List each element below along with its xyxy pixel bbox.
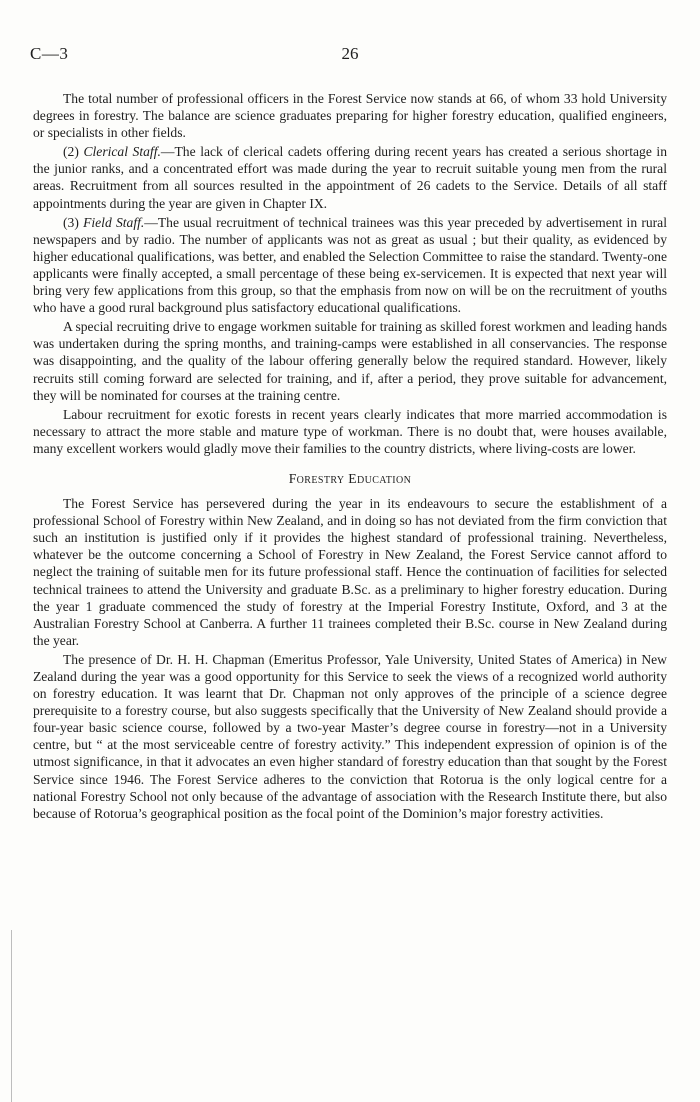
paragraph-chapman-visit: The presence of Dr. H. H. Chapman (Emeritus Professor, Yale University, United States of America) in New Zealand during the year was a good opportunity for this Service to seek the views of a recognized world authority on forestry education. It was learnt that Dr. Chapman not only approves of the principle of a science degree prerequisite to a forestry course, but also suggests specifically that the University of New Zealand should provide a four-year basic science course, followed by a two-year Master’s degree course in forestry—not in a University centre, but “ at the most serviceable centre of forestry activity.” This independent expression of opinion is of the utmost significance, in that it advocates an even higher standard of forestry education than that sought by the Forest Service since 1946. The Forest Service adheres to the conviction that Rotorua is the only logical centre for a national Forestry School not only because of the advantage of association with the Research Institute there, but also because of Rotorua’s geographical position as the focal point of the Dominion’s major forestry activities.: [33, 651, 667, 821]
margin-rule: [11, 930, 12, 1102]
paragraph-field-staff: (3) Field Staff.—The usual recruitment of technical trainees was this year preceded by advertisement in rural newspapers and by radio. The number of applicants was not as great as usual ; but their quality, as evidenced by higher educational qualifications, was better, and enabled the Selection Committee to raise the standard. Twenty-one applicants were finally accepted, a small percentage of these being ex-servicemen. It is expected that next year will bring very few applications from this group, so that the emphasis from now on will be on the recruitment of youths who have a good rural background plus satisfactory educational qualifications.: [33, 214, 667, 316]
report-reference: C—3: [30, 44, 69, 63]
body-text: [33, 90, 667, 824]
page-header: [30, 44, 670, 68]
paragraph-labour-recruitment: Labour recruitment for exotic forests in recent years clearly indicates that more married accommodation is necessary to attract the more stable and mature type of workman. There is no doubt that, were houses available, many excellent workers would gladly move their families to the country districts, where living-costs are lower.: [33, 406, 667, 456]
section-heading-forestry-education: Forestry Education: [288, 470, 412, 486]
paragraph-professional-officers: The total number of professional officers in the Forest Service now stands at 66, of whom 33 hold University degrees in forestry. The balance are science graduates preparing for higher forestry education, qualified engineers, or specialists in other fields.: [33, 91, 667, 141]
paragraph-recruiting-drive: A special recruiting drive to engage workmen suitable for training as skilled forest workmen and leading hands was undertaken during the spring months, and training-camps were established in all conservancies. The response was disappointing, and the quality of the labour offering generally below the required standard. However, likely recruits still coming forward are selected for training, and if, after a period, they prove suitable for advancement, they will be nominated for courses at the training centre.: [33, 319, 667, 403]
page-number: 26: [341, 44, 359, 63]
paragraph-school-of-forestry: The Forest Service has persevered during the year in its endeavours to secure the establishment of a professional School of Forestry within New Zealand, and in doing so has not deviated from the firm conviction that such an institution is justified only if it provides the highest standard of professional training. Nevertheless, whatever be the outcome concerning a School of Forestry in New Zealand, the Forest Service cannot afford to neglect the training of suitable men for its future professional staff. Hence the continuation of facilities for selected technical trainees to attend the University and graduate B.Sc. as a preliminary to higher forestry education. During the year 1 graduate commenced the study of forestry at the Imperial Forestry Institute, Oxford, and 3 at the Australian Forestry School at Canberra. A further 11 trainees completed their B.Sc. course in New Zealand during the year.: [33, 496, 667, 648]
paragraph-clerical-staff: (2) Clerical Staff.—The lack of clerical cadets offering during recent years has created a serious shortage in the junior ranks, and a concentrated effort was made during the year to recruit suitable young men from the rural areas. Recruitment from all sources resulted in the appointment of 26 cadets to the Service. Details of all staff appointments during the year are given in Chapter IX.: [33, 144, 667, 211]
clerical-staff-heading: Clerical Staff.: [83, 144, 161, 160]
field-staff-heading: Field Staff.: [83, 214, 145, 230]
